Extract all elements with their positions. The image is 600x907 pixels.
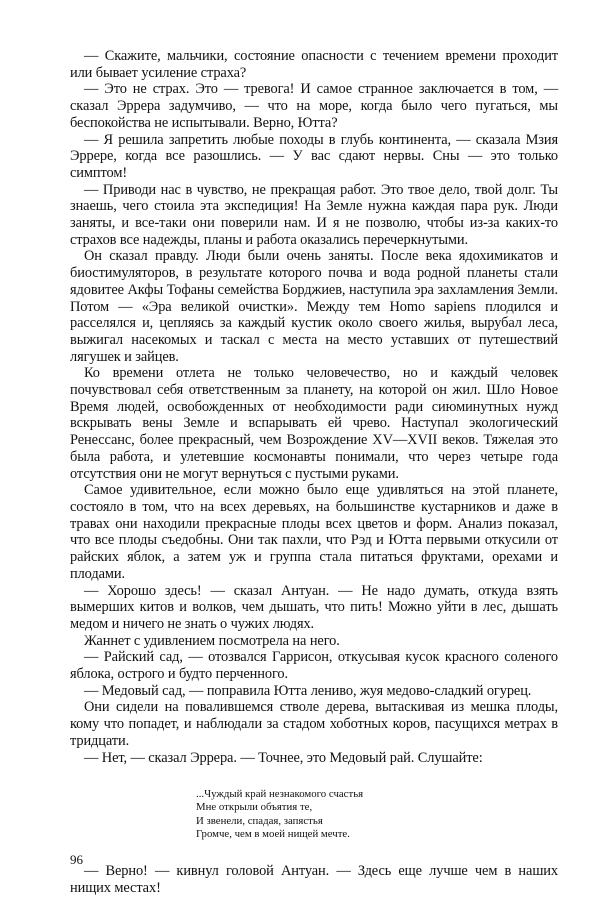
paragraph-8: — Хорошо здесь! — сказал Антуан. — Не надо думать, откуда взять вымерших китов и волков, чем дышать, что пить! Можно уйти в лес, дышать медом и ничего не знать о чужих людях. <box>70 582 558 632</box>
paragraph-10: — Райский сад, — отозвался Гаррисон, откусывая кусок красного соленого яблока, острого и будто перченного. <box>70 649 558 683</box>
poem-line-2: Мне открыли объятия те, <box>196 801 313 814</box>
closing-paragraph: — Верно! — кивнул головой Антуан. — Здесь еще лучше чем в наших нищих местах! <box>70 863 558 896</box>
page-number: 96 <box>70 852 83 867</box>
paragraph-13: — Нет, — сказал Эррера. — Точнее, это Медовый рай. Слушайте: <box>84 749 483 766</box>
paragraph-3: — Я решила запретить любые походы в глубь континента, — сказала Мзия Эррере, когда все разошлись. — У вас сдают нервы. Сны — это только симптом! <box>70 131 558 181</box>
poem-quote <box>196 788 558 841</box>
paragraph-4: — Приводи нас в чувство, не прекращая работ. Это твое дело, твой долг. Ты знаешь, чего стоила эта экспедиция! На Земле нужна каждая пара рук. Люди заняты, и все-таки они поверили нам. И я не позволю, чтобы из-за каких-то страхов все надежды, планы и работа оказались перечеркнутыми. <box>70 181 558 248</box>
paragraph-5: Он сказал правду. Люди были очень заняты. После века ядохимикатов и биостимуляторов, в результате которого почва и вода родной планеты стали ядовитее Акфы Тофаны семейства Борджиев, наступила эра захламления Земли. Потом — «Эра великой очистки». Между тем Homo sapiens плодился и расселялся и, цепляясь за каждый кустик около своего жилья, вырубал леса, выжигал насекомых и таскал с места на место уставших от путешествий лягушек и зайцев. <box>70 248 558 365</box>
paragraph-6: Ко времени отлета не только человечество, но и каждый человек почувствовал себя ответственным за планету, на которой он жил. Шло Новое Время людей, освобожденных от необходимости ради сиюминутных нужд вскрывать вены Земле и вспарывать ей чрево. Наступал экологический Ренессанс, более прекрасный, чем Возрождение XV—XVII веков. Тяжелая это была работа, и улетевшие космонавты понимали, что через четыре года отсутствия они не могут вернуться с пустыми руками. <box>70 365 558 482</box>
paragraph-11: — Медовый сад, — поправила Ютта лениво, жуя медово-сладкий огурец. <box>84 682 532 699</box>
paragraph-2: — Это не страх. Это — тревога! И самое странное заключается в том, — сказал Эррера задумчиво, — что на море, когда было чего пугаться, мы беспокойства не испытывали. Верно, Ютта? <box>70 81 558 131</box>
paragraph-1: — Скажите, мальчики, состояние опасности с течением времени проходит или бывает усиление страха? <box>70 48 558 81</box>
paragraph-9: Жаннет с удивлением посмотрела на него. <box>84 632 340 649</box>
text-body <box>70 48 558 896</box>
poem-line-3: И звенели, спадая, запястья <box>196 814 323 827</box>
paragraph-12: Они сидели на повалившемся стволе дерева, вытаскивая из мешка плоды, кому что попадет, и наблюдали за стадом хоботных коров, пасущихся метрах в тридцати. <box>70 699 558 749</box>
poem-line-1: ...Чуждый край незнакомого счастья <box>196 788 364 801</box>
paragraph-7: Самое удивительное, если можно было еще удивляться на этой планете, состояло в том, что на всех деревьях, на большинстве кустарников и даже в травах они находили прекрасные плоды всех цветов и форм. Анализ показал, что все плоды съедобны. Они так пахли, что Рэд и Ютта первыми откусили от райских яблок, а затем уж и группа стала питаться фруктами, орехами и плодами. <box>70 482 558 582</box>
poem-line-4: Громче, чем в моей нищей мечте. <box>196 827 350 840</box>
